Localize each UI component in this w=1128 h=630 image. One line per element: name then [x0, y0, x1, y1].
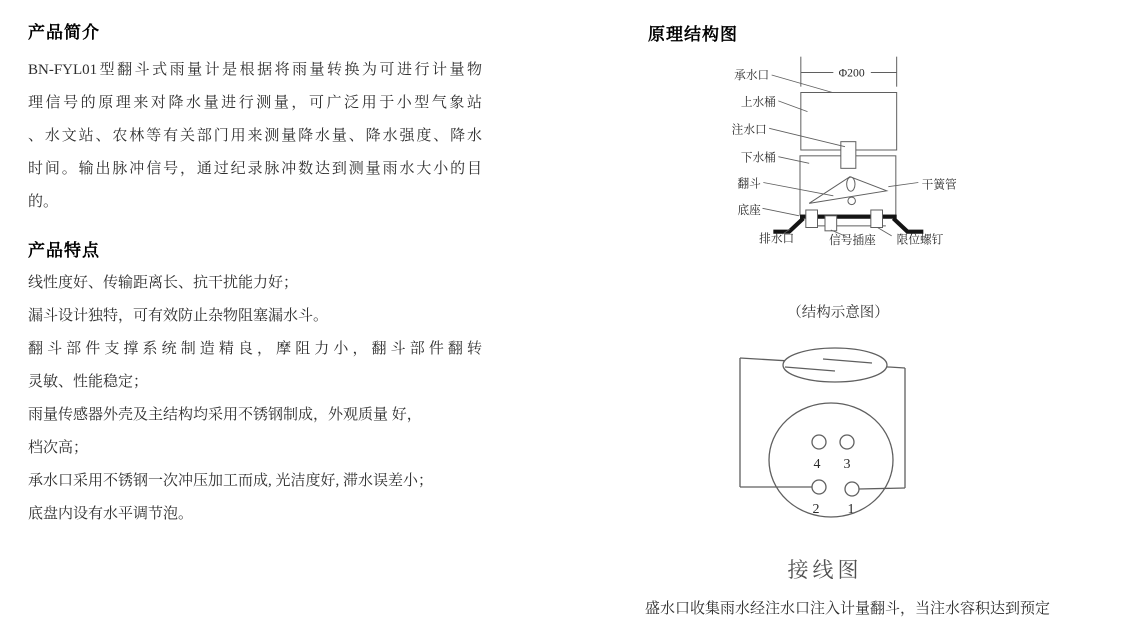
- footer-text-line: 盛水口收集雨水经注水口注入计量翻斗，当注水容积达到预定: [645, 601, 1051, 617]
- label-water-inlet: 承水口: [734, 69, 770, 83]
- paragraph-line: BN-FYL01型翻斗式雨量计是根据将雨量转换为可进行计量物: [28, 62, 482, 78]
- pin-1-label: 1: [847, 502, 855, 517]
- wiring-diagram-caption: 接线图: [787, 559, 863, 582]
- features-heading: 产品特点: [28, 241, 100, 260]
- paragraph-line: 翻斗部件支撑系统制造精良，摩阻力小，翻斗部件翻转: [28, 341, 482, 357]
- paragraph-line: 底盘内设有水平调节泡。: [28, 506, 194, 522]
- pin-2-label: 2: [812, 502, 820, 517]
- signal-socket-post: [825, 216, 837, 231]
- label-upper-bucket: 上水桶: [740, 95, 776, 109]
- paragraph-line: 雨量传感器外壳及主结构均采用不锈钢制成，外观质量 好，: [28, 407, 422, 423]
- paragraph-line: 时间。输出脉冲信号，通过纪录脉冲数达到测量雨水大小的目: [28, 161, 482, 177]
- structure-diagram: [630, 50, 1100, 300]
- structure-diagram-caption: （结构示意图）: [787, 305, 889, 321]
- label-lower-bucket: 下水桶: [740, 151, 776, 165]
- leader-water-inlet: [772, 75, 833, 93]
- paragraph-line: 档次高；: [28, 440, 89, 456]
- intro-paragraph: [28, 54, 482, 219]
- base-post: [806, 210, 818, 228]
- pin-4: [812, 435, 826, 449]
- paragraph-line: 线性度好、传输距离长、抗干扰能力好；: [28, 275, 299, 291]
- label-base: 底座: [737, 204, 761, 218]
- fill-port-rect: [841, 142, 856, 169]
- connector-face-circle: [769, 403, 893, 517]
- paragraph-line: 承水口采用不锈钢一次冲压加工而成, 光洁度好, 滞水误差小；: [28, 473, 434, 489]
- label-limit-screw: 限位螺钉: [896, 233, 944, 247]
- paragraph-line: 理信号的原理来对降水量进行测量，可广泛用于小型气象站: [28, 95, 482, 111]
- label-drain-outlet: 排水口: [759, 232, 795, 246]
- paragraph-line: 的。: [28, 194, 59, 210]
- reed-switch-shape: [847, 177, 855, 191]
- leader-base: [763, 208, 800, 216]
- intro-heading: 产品简介: [28, 23, 100, 42]
- label-tipping-bucket: 翻斗: [737, 177, 761, 191]
- paragraph-line: 灵敏、性能稳定；: [28, 374, 149, 390]
- right-leg: [893, 218, 923, 231]
- pivot-circle: [848, 197, 856, 205]
- label-fill-port: 注水口: [731, 123, 767, 137]
- limit-screw-post: [871, 210, 883, 228]
- pin-3: [840, 435, 854, 449]
- features-paragraph: [28, 267, 482, 531]
- wiring-diagram: [700, 332, 980, 532]
- leader-limit-screw: [878, 228, 892, 236]
- dimension-label: Φ200: [838, 66, 865, 80]
- paragraph-line: 、水文站、农林等有关部门用来测量降水量、降水强度、降水: [28, 128, 482, 144]
- reed-switch-symbol: [783, 348, 887, 382]
- pin-1: [845, 482, 859, 496]
- pin-4-label: 4: [813, 457, 821, 472]
- label-reed-switch: 干簧管: [921, 178, 957, 192]
- structure-diagram-heading: 原理结构图: [648, 25, 738, 44]
- pin-3-label: 3: [843, 457, 851, 472]
- paragraph-line: 漏斗设计独特，可有效防止杂物阻塞漏水斗。: [28, 308, 329, 324]
- left-leg: [773, 218, 803, 231]
- pin-2: [812, 480, 826, 494]
- label-signal-socket: 信号插座: [829, 234, 876, 248]
